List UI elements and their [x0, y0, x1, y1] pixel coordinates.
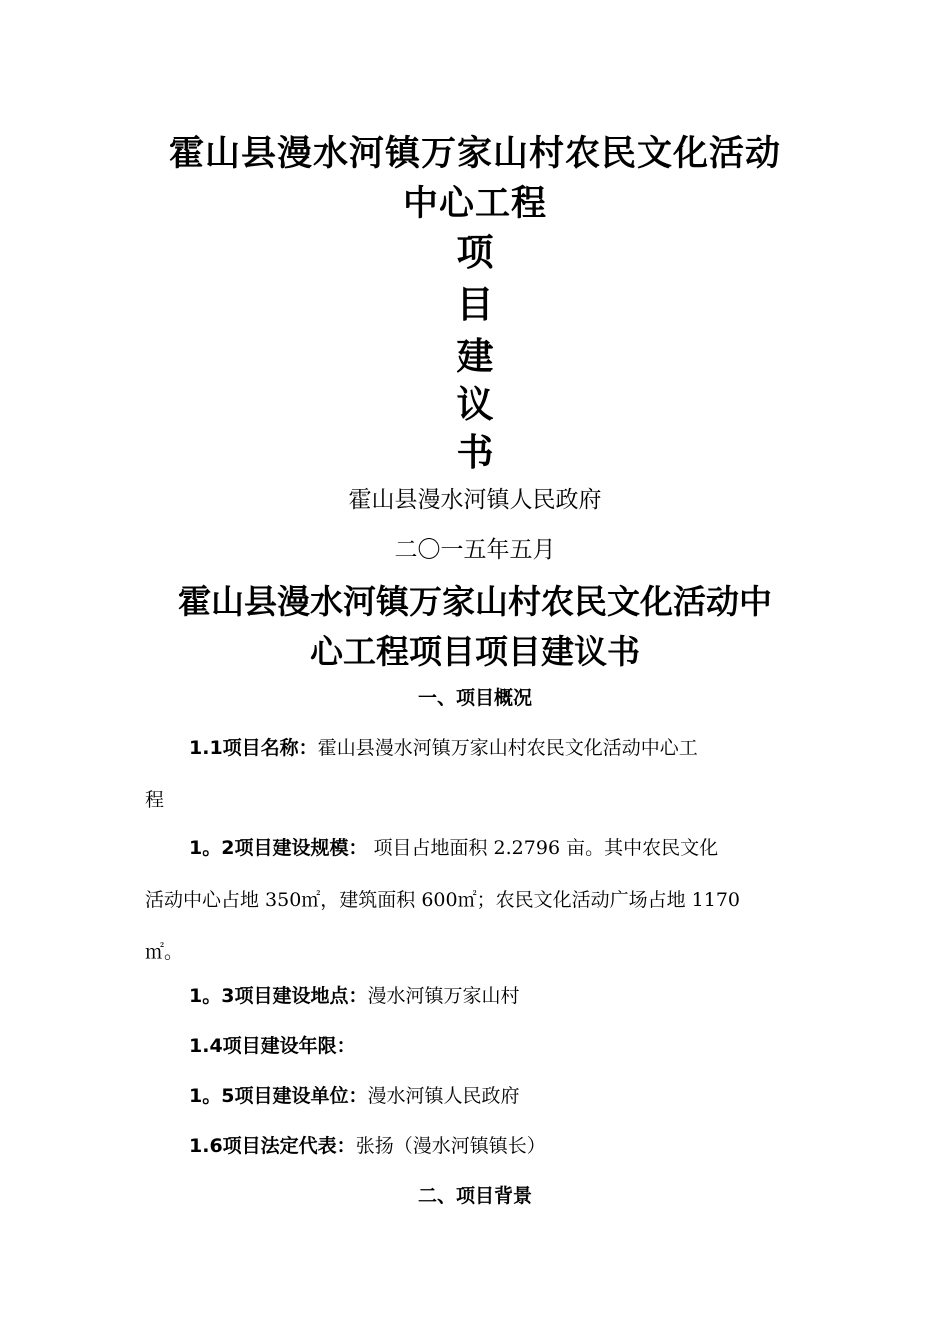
paragraph-project-location — [145, 970, 810, 1022]
item-label: 项目建设年限： — [222, 1035, 356, 1057]
document-title-line1: 霍山县漫水河镇万家山村农民文化活动中 — [178, 582, 772, 621]
item-label: 项目建设单位： — [234, 1085, 368, 1107]
cover-organization: 霍山县漫水河镇人民政府 — [348, 487, 602, 513]
item-number: 1。2 — [189, 837, 235, 859]
item-number: 1.1 — [189, 737, 223, 759]
item-label: 项目建设地点： — [234, 985, 368, 1007]
paragraph-project-scale — [145, 822, 810, 978]
item-content: 漫水河镇万家山村 — [367, 985, 520, 1007]
cover-vertical-char: 项 — [456, 231, 494, 274]
item-number: 1.6 — [189, 1135, 223, 1157]
section-heading-overview: 一、项目概况 — [417, 687, 532, 709]
paragraph-line — [145, 1020, 810, 1072]
cover-vertical-char: 书 — [456, 431, 494, 474]
document-title-line2: 心工程项目项目建议书 — [310, 632, 640, 671]
cover-date: 二〇一五年五月 — [394, 537, 556, 563]
item-content: 漫水河镇人民政府 — [367, 1085, 520, 1107]
item-content-continued: 程 — [145, 789, 165, 811]
cover-vertical-char: 建 — [456, 335, 494, 378]
item-content-continued: 活动中心占地 350㎡，建筑面积 600㎡；农民文化活动广场占地 1170 — [145, 889, 741, 911]
item-content: 项目占地面积 2.2796 亩。其中农民文化 — [367, 837, 719, 859]
item-label: 项目法定代表： — [222, 1135, 356, 1157]
cover-title-line2: 中心工程 — [402, 184, 547, 224]
paragraph-line — [145, 1120, 810, 1172]
paragraph-line — [145, 822, 810, 874]
paragraph-line — [145, 1070, 810, 1122]
paragraph-project-name — [145, 722, 810, 826]
paragraph-line — [145, 722, 810, 774]
paragraph-legal-representative — [145, 1120, 810, 1172]
paragraph-project-duration — [145, 1020, 810, 1072]
cover-vertical-char: 目 — [456, 283, 494, 326]
item-content: 霍山县漫水河镇万家山村农民文化活动中心工 — [317, 737, 698, 759]
section-heading-background: 二、项目背景 — [417, 1185, 532, 1207]
cover-vertical-char: 议 — [456, 383, 494, 426]
paragraph-line — [145, 970, 810, 1022]
paragraph-project-unit — [145, 1070, 810, 1122]
item-label: 项目建设规模： — [234, 837, 368, 859]
item-label: 项目名称： — [222, 737, 318, 759]
item-content-continued: ㎡。 — [145, 941, 184, 963]
cover-title-line1: 霍山县漫水河镇万家山村农民文化活动 — [168, 134, 781, 174]
item-number: 1。3 — [189, 985, 235, 1007]
item-content: 张扬（漫水河镇镇长） — [355, 1135, 546, 1157]
item-number: 1.4 — [189, 1035, 223, 1057]
item-number: 1。5 — [189, 1085, 235, 1107]
